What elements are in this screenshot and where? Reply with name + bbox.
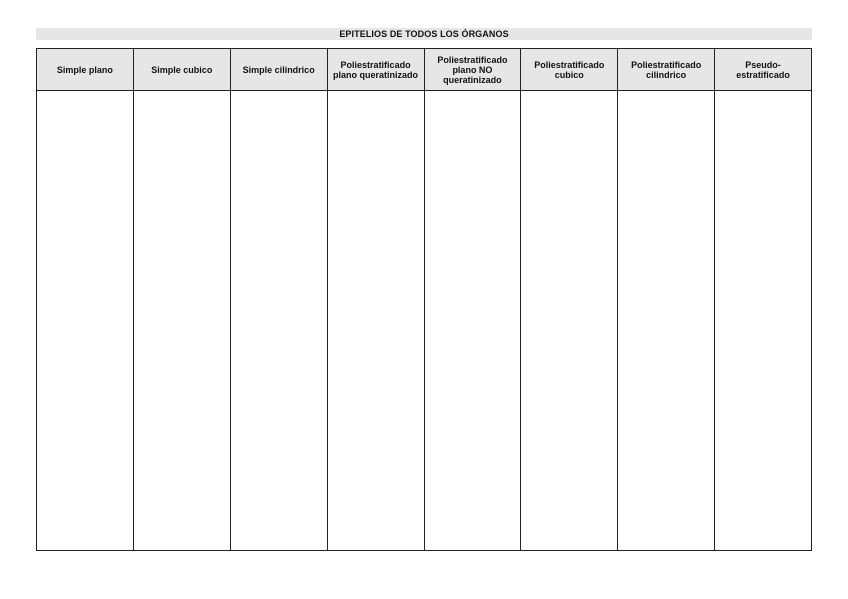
column-header-poliestratificado-cubico: Poliestratificado cubico xyxy=(521,49,618,91)
column-header-poliestratificado-plano-no-queratinizado: Poliestratificado plano NO queratinizado xyxy=(424,49,521,91)
header-row xyxy=(37,49,812,91)
table-cell-pseudo-estratificado[interactable] xyxy=(715,91,812,551)
column-header-simple-cilindrico: Simple cilindrico xyxy=(230,49,327,91)
table-cell-poliestratificado-cilindrico[interactable] xyxy=(618,91,715,551)
column-header-simple-plano: Simple plano xyxy=(37,49,134,91)
table-cell-poliestratificado-plano-no-queratinizado[interactable] xyxy=(424,91,521,551)
column-header-pseudo-estratificado: Pseudo-estratificado xyxy=(715,49,812,91)
table-cell-simple-cubico[interactable] xyxy=(133,91,230,551)
table-cell-poliestratificado-plano-queratinizado[interactable] xyxy=(327,91,424,551)
column-header-poliestratificado-plano-queratinizado: Poliestratificado plano queratinizado xyxy=(327,49,424,91)
table-row xyxy=(37,91,812,551)
table-cell-simple-plano[interactable] xyxy=(37,91,134,551)
table-body xyxy=(37,91,812,551)
table-cell-poliestratificado-cubico[interactable] xyxy=(521,91,618,551)
column-header-simple-cubico: Simple cubico xyxy=(133,49,230,91)
epithelia-table-container xyxy=(36,48,812,551)
document-title: EPITELIOS DE TODOS LOS ÓRGANOS xyxy=(36,28,812,40)
column-header-poliestratificado-cilindrico: Poliestratificado cilindrico xyxy=(618,49,715,91)
table-cell-simple-cilindrico[interactable] xyxy=(230,91,327,551)
table-header xyxy=(37,49,812,91)
epithelia-table xyxy=(36,48,812,551)
